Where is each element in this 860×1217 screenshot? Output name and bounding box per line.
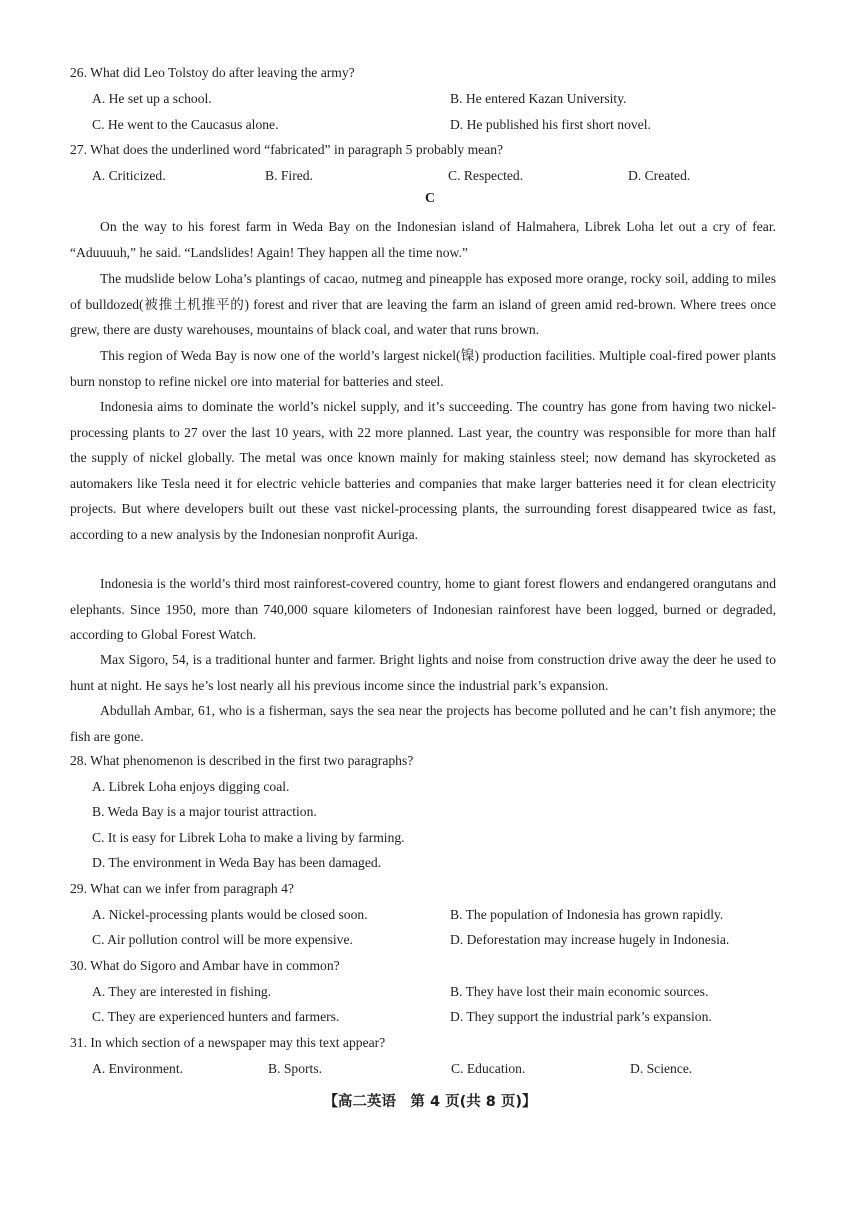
q26-option-d: D. He published his first short novel.	[450, 117, 651, 132]
q26-option-a: A. He set up a school.	[92, 91, 212, 106]
q31-option-d: D. Science.	[630, 1061, 693, 1076]
passage-paragraph-1: On the way to his forest farm in Weda Bay on the Indonesian island of Halmahera, Librek Loha let out a cry of fear. “Aduuuuh,” he said. “Landslides! Again! They happen all the time now.”	[70, 219, 776, 260]
passage-paragraph-2: The mudslide below Loha’s plantings of cacao, nutmeg and pineapple has exposed more orange, rocky soil, adding to miles of bulldozed(被推土机推平的) forest and river that are leaving the farm an island of green amid red-brown. Where trees once grew, there are dusty warehouses, mountains of black coal, and water that runs brown.	[70, 271, 776, 338]
q29-option-c: C. Air pollution control will be more expensive.	[92, 932, 353, 947]
q31-option-a: A. Environment.	[92, 1061, 183, 1076]
question-29-stem: 29. What can we infer from paragraph 4?	[70, 881, 294, 896]
passage-paragraph-3: This region of Weda Bay is now one of the world’s largest nickel(镍) production facilities. Multiple coal-fired power plants burn nonstop to refine nickel ore into material for batteries and steel.	[70, 348, 776, 389]
q28-option-c: C. It is easy for Librek Loha to make a living by farming.	[92, 830, 405, 845]
passage-paragraph-6: Max Sigoro, 54, is a traditional hunter and farmer. Bright lights and noise from construction drive away the deer he used to hunt at night. He says he’s lost nearly all his previous income since the industrial park’s expansion.	[70, 652, 776, 693]
passage-paragraph-7: Abdullah Ambar, 61, who is a fisherman, says the sea near the projects has become polluted and he can’t fish anymore; the fish are gone.	[70, 703, 776, 744]
q28-option-d: D. The environment in Weda Bay has been damaged.	[92, 855, 382, 870]
section-heading: C	[424, 191, 436, 206]
q30-option-d: D. They support the industrial park’s expansion.	[450, 1009, 712, 1024]
question-26-stem: 26. What did Leo Tolstoy do after leaving the army?	[70, 65, 355, 80]
q27-option-a: A. Criticized.	[92, 168, 166, 183]
question-27-stem: 27. What does the underlined word “fabricated” in paragraph 5 probably mean?	[70, 142, 504, 157]
q27-option-d: D. Created.	[628, 168, 691, 183]
q29-option-b: B. The population of Indonesia has grown rapidly.	[450, 907, 724, 922]
question-31-stem: 31. In which section of a newspaper may this text appear?	[70, 1035, 386, 1050]
page-footer: 【高二英语 第 4 页(共 8 页)】	[323, 1094, 537, 1110]
q28-option-a: A. Librek Loha enjoys digging coal.	[92, 779, 290, 794]
q31-option-b: B. Sports.	[268, 1061, 323, 1076]
q30-option-a: A. They are interested in fishing.	[92, 984, 272, 999]
q27-option-c: C. Respected.	[448, 168, 524, 183]
q28-option-b: B. Weda Bay is a major tourist attraction.	[92, 804, 317, 819]
q26-option-b: B. He entered Kazan University.	[450, 91, 627, 106]
q26-option-c: C. He went to the Caucasus alone.	[92, 117, 279, 132]
q29-option-a: A. Nickel-processing plants would be closed soon.	[92, 907, 368, 922]
q29-option-d: D. Deforestation may increase hugely in Indonesia.	[450, 932, 730, 947]
passage-paragraph-4: Indonesia aims to dominate the world’s nickel supply, and it’s succeeding. The country has gone from having two nickel-processing plants to 27 over the last 10 years, with 22 more planned. Last year, the country was responsible for more than half the supply of nickel globally. The metal was once known mainly for making stainless steel; now demand has skyrocketed as automakers like Tesla need it for electric vehicle batteries and companies that make larger batteries need it for clean electricity projects. But where developers built out these vast nickel-processing plants, the surrounding forest disappeared twice as fast, according to a new analysis by the Indonesian nonprofit Auriga.	[70, 399, 776, 542]
q27-option-b: B. Fired.	[265, 168, 313, 183]
q31-option-c: C. Education.	[451, 1061, 526, 1076]
question-28-stem: 28. What phenomenon is described in the first two paragraphs?	[70, 753, 414, 768]
q30-option-c: C. They are experienced hunters and farmers.	[92, 1009, 340, 1024]
q30-option-b: B. They have lost their main economic sources.	[450, 984, 709, 999]
question-30-stem: 30. What do Sigoro and Ambar have in common?	[70, 958, 340, 973]
passage-paragraph-5: Indonesia is the world’s third most rainforest-covered country, home to giant forest flowers and endangered orangutans and elephants. Since 1950, more than 740,000 square kilometers of Indonesian rainforest have been logged, burned or degraded, according to Global Forest Watch.	[70, 576, 776, 643]
